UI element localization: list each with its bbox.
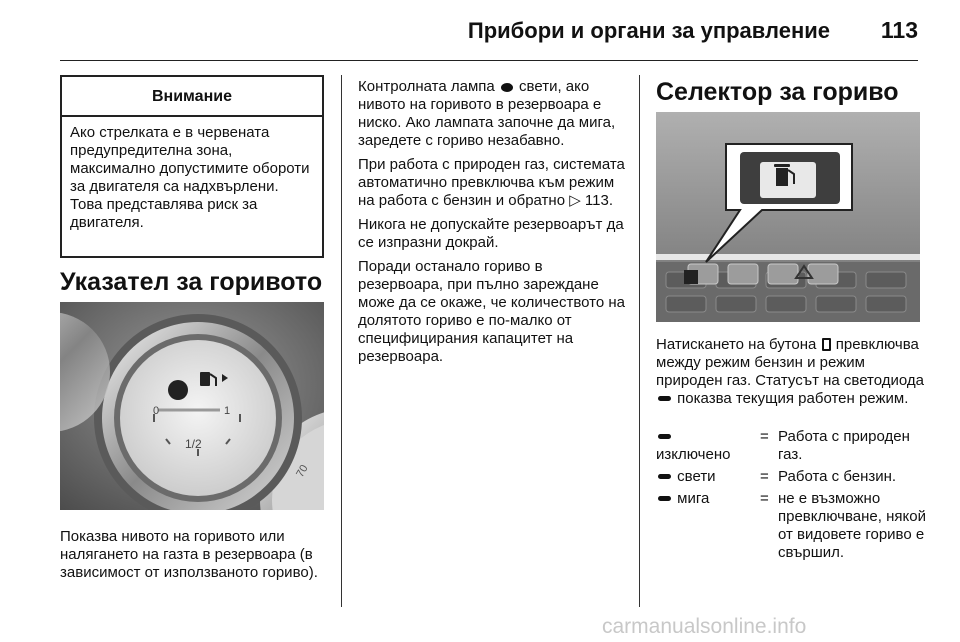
warning-text: Ако стрелката е в червената предупредителна зона, максимално допустимите обороти за двигателя са надхвърлени. Това представлява риск за двигателя. [70,124,310,231]
dial-label-one: 1 [224,405,231,417]
gas-button-icon [822,338,831,351]
page-header [0,0,960,62]
led-icon [658,434,671,439]
page-number: 113 [880,17,918,43]
watermark: carmanualsonline.info [602,615,807,638]
residual-fuel-paragraph: Поради останало гориво в резервоара, при пълно зареждане може да се окаже, че количеството на долятото гориво е по-малко от специфицирания капацитет на резервоара. [358,258,625,365]
state-row-blink: мига = не е възможно превключване, някой от видовете гориво е свършил. [656,490,926,562]
warning-lamp-icon [168,380,188,400]
selector-heading: Селектор за гориво [656,78,899,106]
warning-title: Внимание [62,77,322,117]
gauge-heading: Указател за горивото [60,268,323,296]
header-rule [60,60,918,61]
fuel-gauge-illustration [60,302,324,510]
warning-box [60,75,324,258]
middle-column-text [358,78,628,372]
small-pump-icon [684,270,698,284]
column-divider-left [341,75,342,607]
state-row-off: изключено = Работа с природен газ. [656,428,910,463]
fuel-pump-button-icon [776,168,788,186]
fuel-pump-icon [200,372,210,386]
empty-tank-paragraph: Никога не допускайте резервоарът да се изпразни докрай. [358,216,624,251]
button-led-icon [774,164,790,167]
fuel-gauge-photo [60,302,324,510]
lamp-paragraph: Контролната лампа свети, ако нивото на горивото в резервоара е ниско. Ако лампата започне да мига, заредете с гориво незабавно. [358,78,616,149]
fuel-lamp-icon [501,83,513,92]
dial-label-zero: 0 [153,405,160,417]
fuel-selector-photo [656,112,920,322]
fuel-selector-illustration [656,112,920,322]
gas-paragraph: При работа с природен газ, системата автоматично превключва към режим на работа с бензин и обратно ▷ 113. [358,156,625,209]
led-icon [658,474,671,479]
dial-label-70: 70 [294,462,311,480]
selector-paragraph: Натискането на бутона превключва между режим бензин и режим природен газ. Статусът на светодиода показва текущия работен режим. [656,336,924,407]
state-row-on: свети = Работа с бензин. [656,468,926,486]
page-reference: ▷ 113. [569,192,614,209]
column-divider-right [639,75,640,607]
header-title: Прибори и органи за управление [467,18,830,43]
led-icon [658,396,671,401]
dial-label-half: 1/2 [185,437,202,451]
gauge-caption: Показва нивото на горивото или налягането на газта в резервоара (в зависимост от използваното гориво). [60,528,318,581]
led-icon [658,496,671,501]
led-state-table [656,428,926,566]
